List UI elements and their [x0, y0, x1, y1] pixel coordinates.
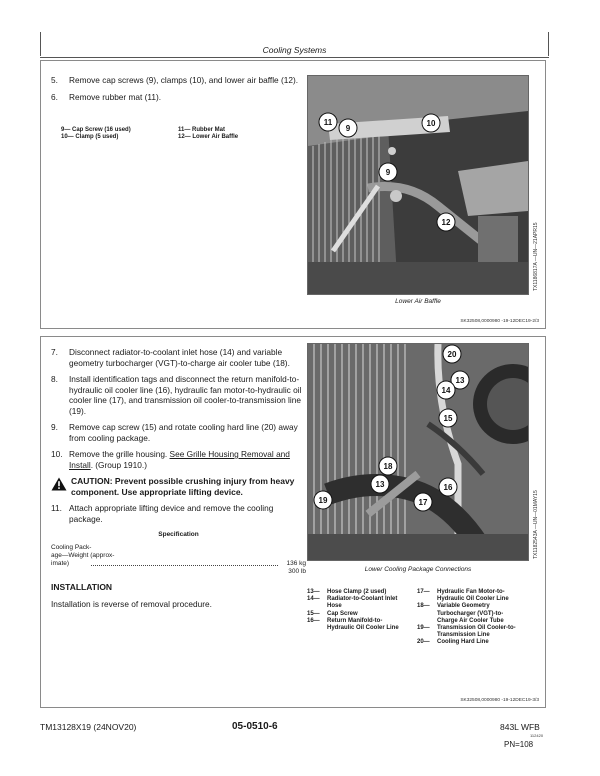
legend-number: 17—	[417, 589, 430, 595]
step-text: Install identification tags and disconnect the return manifold-to-hydraulic oil cooler line (16), hydraulic fan motor-to-hydraulic oil cooler line (17), and transmission oil cooler-to-transmission line (19).	[69, 374, 302, 416]
callout-20: 20	[447, 350, 457, 359]
step-5	[51, 75, 301, 86]
footer-date-code: 112420	[530, 733, 544, 738]
legend-item	[307, 596, 403, 610]
legend-item	[417, 639, 517, 646]
steps-list	[51, 347, 306, 609]
step-text: Disconnect radiator-to-coolant inlet hose (14) and variable geometry turbocharger (VGT)-to-charge air cooler tube (18).	[69, 347, 290, 368]
step-text: Remove cap screw (15) and rotate cooling hard line (20) away from cooling package.	[69, 422, 298, 443]
legend-text: Variable Geometry Turbocharger (VGT)-to-Charge Air Cooler Tube	[437, 603, 504, 624]
legend-text: Transmission Oil Cooler-to-Transmission Line	[437, 625, 516, 639]
legend-item	[417, 603, 517, 625]
legend-number: 13—	[307, 589, 320, 595]
step-number: 10.	[51, 449, 63, 459]
callout-19: 19	[318, 496, 328, 505]
legend-text: Radiator-to-Coolant Inlet Hose	[327, 596, 398, 610]
photo-lower-air-baffle	[307, 75, 529, 295]
installation-text: Installation is reverse of removal procedure.	[51, 598, 212, 609]
parts-legend-right	[178, 127, 238, 142]
spec-value-metric: 136 kg	[286, 559, 306, 567]
callout-18: 18	[383, 462, 393, 471]
footer-pn: PN=108	[504, 740, 534, 749]
legend-text: Cap Screw	[327, 610, 358, 617]
footer-page-number: 05-0510-6	[232, 721, 278, 732]
footer-model: 843L WFB	[500, 722, 540, 732]
parts-legend-left	[61, 127, 131, 142]
spec-label-line: age—Weight (approx-	[51, 551, 115, 559]
photo-caption: Lower Cooling Package Connections	[364, 566, 472, 573]
installation-heading: INSTALLATION	[51, 582, 113, 593]
callout-17: 17	[418, 498, 428, 507]
step-text: Remove rubber mat (11).	[69, 91, 162, 102]
photo-illustration	[308, 76, 528, 294]
step-8	[51, 374, 306, 416]
section-cooling-package	[40, 336, 546, 708]
step-number: 11.	[51, 503, 62, 513]
legend-item	[307, 618, 403, 632]
callout-10: 10	[426, 119, 436, 128]
legend-text: Hose Clamp (2 used)	[327, 589, 387, 595]
callout-15: 15	[443, 414, 453, 423]
legend-item: 12— Lower Air Baffle	[178, 134, 239, 141]
reference-code: SK32508,0000980 -19-12DEC19-3/3	[460, 698, 539, 703]
legend-item	[417, 625, 517, 639]
legend-text: Cooling Hard Line	[437, 639, 489, 646]
legend-number: 15—	[307, 610, 320, 617]
legend-text: Return Manifold-to-Hydraulic Oil Cooler Line	[327, 617, 399, 632]
callout-12: 12	[441, 218, 451, 227]
legend-item	[307, 611, 403, 618]
callout-13b: 13	[375, 480, 385, 489]
step-number: 9.	[51, 422, 58, 432]
spec-label-line: imate)	[51, 559, 70, 567]
parts-legend-right	[417, 589, 517, 647]
step-number: 7.	[51, 347, 58, 357]
spec-value-line	[51, 560, 306, 568]
legend-number: 16—	[307, 617, 320, 624]
callout-9b: 9	[385, 168, 391, 177]
step-number: 8.	[51, 374, 58, 384]
spec-row	[51, 544, 306, 577]
step-7	[51, 347, 306, 368]
step-number: 5.	[51, 75, 58, 85]
legend-item	[307, 589, 403, 596]
step-9	[51, 422, 306, 443]
legend-text: Hydraulic Fan Motor-to-Hydraulic Oil Cooler Line	[437, 589, 509, 603]
step-10	[51, 449, 306, 470]
step-text: Attach appropriate lifting device and remove the cooling package.	[69, 503, 274, 524]
page-section-title: Cooling Systems	[262, 45, 327, 55]
step-11	[51, 503, 306, 524]
parts-legend-left	[307, 589, 403, 632]
legend-number: 18—	[417, 603, 430, 610]
legend-item: 10— Clamp (5 used)	[61, 134, 119, 141]
callout-9: 9	[345, 124, 351, 133]
caution-text: CAUTION: Prevent possible crushing injury from heavy component. Use appropriate lifting device.	[71, 476, 295, 497]
callout-14: 14	[441, 386, 451, 395]
callout-13: 13	[455, 376, 465, 385]
legend-item: 9— Cap Screw (16 used)	[61, 127, 131, 133]
spec-label-line: Cooling Pack-	[51, 543, 92, 551]
step-text: Remove cap screws (9), clamps (10), and lower air baffle (12).	[69, 75, 299, 85]
callout-16: 16	[443, 483, 453, 492]
header-divider	[40, 57, 549, 58]
spec-title: Specification	[158, 531, 199, 538]
callout-11: 11	[323, 118, 333, 127]
grille-housing-link[interactable]: See Grille Housing Removal and Install	[69, 449, 290, 470]
step-6	[51, 92, 301, 103]
warning-icon	[51, 477, 67, 491]
step-number: 6.	[51, 91, 58, 102]
figure-id: TX1186817A —UN—21APR15	[533, 222, 539, 291]
step-text: Remove the grille housing.	[69, 449, 170, 459]
legend-item: 11— Rubber Mat	[178, 127, 226, 133]
legend-number: 19—	[417, 625, 430, 632]
section-lower-air-baffle	[40, 60, 546, 329]
legend-item	[417, 589, 517, 603]
legend-number: 14—	[307, 596, 320, 603]
photo-cooling-package-connections	[307, 343, 529, 561]
caution-notice	[51, 476, 306, 497]
reference-code: SK32508,0000980 -19-12DEC19-2/3	[460, 319, 539, 324]
photo-illustration	[308, 344, 528, 560]
legend-number: 20—	[417, 639, 430, 646]
steps-list	[51, 75, 301, 108]
footer-manual-id: TM13128X19 (24NOV20)	[40, 722, 137, 732]
spec-value-imperial: 300 lb	[288, 568, 306, 576]
photo-caption: Lower Air Baffle	[395, 298, 441, 305]
step-text-after: . (Group 1910.)	[90, 459, 147, 470]
figure-id: TX1182543A —UN—01MAY15	[533, 490, 539, 559]
spec-leader-dots	[91, 565, 278, 566]
